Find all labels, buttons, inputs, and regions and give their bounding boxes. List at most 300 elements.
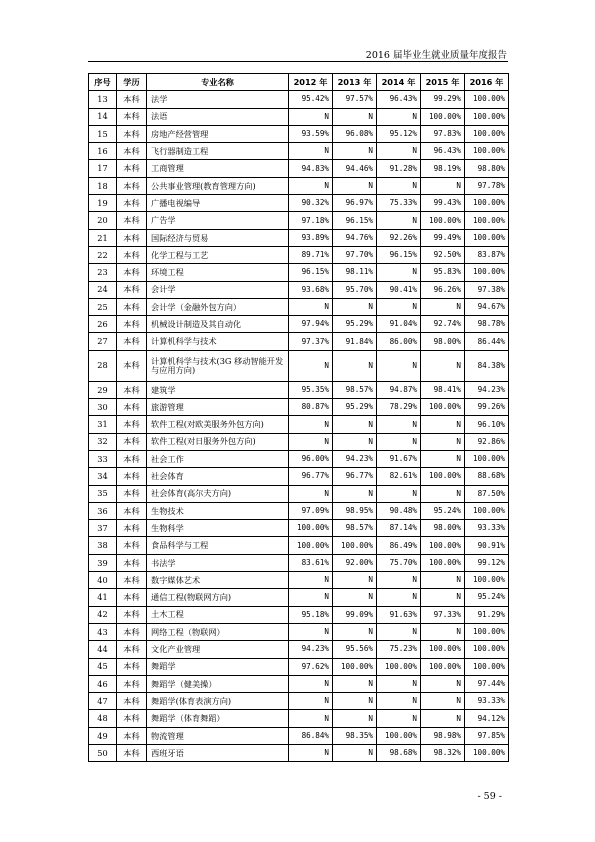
rate-2013-cell: N xyxy=(333,177,377,194)
degree-cell: 本科 xyxy=(117,727,147,744)
rate-2014-cell: 95.12% xyxy=(377,125,421,142)
major-name-cell: 生物科学 xyxy=(147,520,289,537)
major-name-cell: 会计学（金融外包方向） xyxy=(147,298,289,315)
rate-2016-cell: 97.78% xyxy=(465,177,509,194)
rate-2012-cell: N xyxy=(289,572,333,589)
rate-2013-cell: 100.00% xyxy=(333,658,377,675)
rate-2012-cell: 97.37% xyxy=(289,333,333,350)
rate-2014-cell: N xyxy=(377,350,421,381)
major-name-cell: 环境工程 xyxy=(147,264,289,281)
major-name-cell: 舞蹈学(体育表演方向) xyxy=(147,693,289,710)
major-name-cell: 软件工程(对日服务外包方向) xyxy=(147,433,289,450)
row-index-cell: 42 xyxy=(89,606,117,623)
rate-2014-cell: 87.14% xyxy=(377,520,421,537)
rate-2013-cell: N xyxy=(333,675,377,692)
rate-2016-cell: 97.44% xyxy=(465,675,509,692)
rate-2015-cell: 99.43% xyxy=(421,195,465,212)
rate-2016-cell: 87.50% xyxy=(465,485,509,502)
rate-2016-cell: 100.00% xyxy=(465,623,509,640)
major-name-cell: 食品科学与工程 xyxy=(147,537,289,554)
table-row xyxy=(89,675,509,692)
rate-2014-cell: 91.28% xyxy=(377,160,421,177)
table-row xyxy=(89,212,509,229)
rate-2016-cell: 100.00% xyxy=(465,91,509,108)
rate-2014-cell: N xyxy=(377,623,421,640)
rate-2015-cell: 99.49% xyxy=(421,229,465,246)
header-rule xyxy=(88,61,508,62)
rate-2012-cell: 96.77% xyxy=(289,468,333,485)
rate-2014-cell: 90.48% xyxy=(377,502,421,519)
rate-2015-cell: 100.00% xyxy=(421,108,465,125)
rate-2012-cell: 90.32% xyxy=(289,195,333,212)
rate-2012-cell: 97.62% xyxy=(289,658,333,675)
rate-2012-cell: N xyxy=(289,710,333,727)
major-name-cell: 通信工程(物联网方向) xyxy=(147,589,289,606)
rate-2012-cell: N xyxy=(289,298,333,315)
rate-2015-cell: N xyxy=(421,693,465,710)
rate-2012-cell: N xyxy=(289,350,333,381)
rate-2012-cell: 86.84% xyxy=(289,727,333,744)
degree-cell: 本科 xyxy=(117,399,147,416)
rate-2013-cell: N xyxy=(333,589,377,606)
row-index-cell: 37 xyxy=(89,520,117,537)
table-row xyxy=(89,450,509,467)
table-row xyxy=(89,195,509,212)
row-index-cell: 16 xyxy=(89,143,117,160)
rate-2016-cell: 93.33% xyxy=(465,693,509,710)
rate-2014-cell: 91.63% xyxy=(377,606,421,623)
degree-cell: 本科 xyxy=(117,450,147,467)
rate-2016-cell: 100.00% xyxy=(465,744,509,761)
major-name-cell: 房地产经营管理 xyxy=(147,125,289,142)
row-index-cell: 26 xyxy=(89,316,117,333)
degree-cell: 本科 xyxy=(117,350,147,381)
rate-2013-cell: 96.97% xyxy=(333,195,377,212)
row-index-cell: 50 xyxy=(89,744,117,761)
rate-2013-cell: 98.35% xyxy=(333,727,377,744)
row-index-cell: 32 xyxy=(89,433,117,450)
row-index-cell: 44 xyxy=(89,641,117,658)
rate-2013-cell: 97.70% xyxy=(333,246,377,263)
degree-cell: 本科 xyxy=(117,554,147,571)
page-number: - 59 - xyxy=(477,791,502,802)
rate-2012-cell: N xyxy=(289,623,333,640)
degree-cell: 本科 xyxy=(117,623,147,640)
table-row xyxy=(89,298,509,315)
degree-cell: 本科 xyxy=(117,520,147,537)
row-index-cell: 24 xyxy=(89,281,117,298)
rate-2016-cell: 94.67% xyxy=(465,298,509,315)
degree-cell: 本科 xyxy=(117,298,147,315)
table-row xyxy=(89,606,509,623)
rate-2012-cell: 93.89% xyxy=(289,229,333,246)
table-row xyxy=(89,433,509,450)
column-header: 2013 年 xyxy=(333,74,377,91)
degree-cell: 本科 xyxy=(117,160,147,177)
rate-2014-cell: 91.04% xyxy=(377,316,421,333)
major-name-cell: 计算机科学与技术 xyxy=(147,333,289,350)
major-name-cell: 广告学 xyxy=(147,212,289,229)
rate-2016-cell: 99.12% xyxy=(465,554,509,571)
table-row xyxy=(89,727,509,744)
column-header: 2015 年 xyxy=(421,74,465,91)
rate-2012-cell: 97.94% xyxy=(289,316,333,333)
column-header: 2012 年 xyxy=(289,74,333,91)
rate-2014-cell: 96.43% xyxy=(377,91,421,108)
table-row xyxy=(89,589,509,606)
rate-2014-cell: 75.70% xyxy=(377,554,421,571)
rate-2014-cell: N xyxy=(377,143,421,160)
rate-2014-cell: N xyxy=(377,298,421,315)
table-row xyxy=(89,160,509,177)
rate-2012-cell: 80.87% xyxy=(289,399,333,416)
rate-2013-cell: 95.29% xyxy=(333,316,377,333)
degree-cell: 本科 xyxy=(117,108,147,125)
rate-2016-cell: 97.85% xyxy=(465,727,509,744)
degree-cell: 本科 xyxy=(117,212,147,229)
rate-2015-cell: 100.00% xyxy=(421,641,465,658)
rate-2012-cell: 94.83% xyxy=(289,160,333,177)
major-name-cell: 物流管理 xyxy=(147,727,289,744)
rate-2015-cell: 100.00% xyxy=(421,658,465,675)
degree-cell: 本科 xyxy=(117,281,147,298)
rate-2015-cell: 98.19% xyxy=(421,160,465,177)
rate-2014-cell: 90.41% xyxy=(377,281,421,298)
rate-2015-cell: 98.41% xyxy=(421,381,465,398)
rate-2012-cell: 93.68% xyxy=(289,281,333,298)
rate-2015-cell: 92.74% xyxy=(421,316,465,333)
rate-2012-cell: 97.09% xyxy=(289,502,333,519)
rate-2013-cell: N xyxy=(333,572,377,589)
rate-2013-cell: N xyxy=(333,108,377,125)
row-index-cell: 28 xyxy=(89,350,117,381)
rate-2012-cell: N xyxy=(289,416,333,433)
rate-2014-cell: N xyxy=(377,572,421,589)
table-row xyxy=(89,416,509,433)
rate-2012-cell: N xyxy=(289,433,333,450)
rate-2016-cell: 90.91% xyxy=(465,537,509,554)
rate-2015-cell: N xyxy=(421,177,465,194)
row-index-cell: 17 xyxy=(89,160,117,177)
column-header: 2014 年 xyxy=(377,74,421,91)
table-row xyxy=(89,658,509,675)
rate-2013-cell: 92.00% xyxy=(333,554,377,571)
rate-2015-cell: N xyxy=(421,350,465,381)
degree-cell: 本科 xyxy=(117,744,147,761)
rate-2016-cell: 98.80% xyxy=(465,160,509,177)
column-header: 专业名称 xyxy=(147,74,289,91)
rate-2014-cell: 91.67% xyxy=(377,450,421,467)
major-name-cell: 舞蹈学（体育舞蹈） xyxy=(147,710,289,727)
rate-2014-cell: 75.33% xyxy=(377,195,421,212)
row-index-cell: 34 xyxy=(89,468,117,485)
rate-2012-cell: 97.18% xyxy=(289,212,333,229)
rate-2014-cell: N xyxy=(377,485,421,502)
rate-2014-cell: N xyxy=(377,108,421,125)
rate-2014-cell: 100.00% xyxy=(377,727,421,744)
rate-2013-cell: 98.57% xyxy=(333,520,377,537)
major-name-cell: 计算机科学与技术(3G 移动智能开发与应用方向) xyxy=(147,350,289,381)
rate-2016-cell: 100.00% xyxy=(465,125,509,142)
table-row xyxy=(89,554,509,571)
rate-2015-cell: N xyxy=(421,675,465,692)
major-name-cell: 机械设计制造及其自动化 xyxy=(147,316,289,333)
rate-2015-cell: 100.00% xyxy=(421,399,465,416)
rate-2016-cell: 92.86% xyxy=(465,433,509,450)
rate-2016-cell: 91.29% xyxy=(465,606,509,623)
rate-2012-cell: N xyxy=(289,108,333,125)
major-name-cell: 数字媒体艺术 xyxy=(147,572,289,589)
rate-2015-cell: 100.00% xyxy=(421,212,465,229)
degree-cell: 本科 xyxy=(117,468,147,485)
row-index-cell: 15 xyxy=(89,125,117,142)
degree-cell: 本科 xyxy=(117,606,147,623)
rate-2015-cell: N xyxy=(421,623,465,640)
rate-2015-cell: 98.98% xyxy=(421,727,465,744)
rate-2013-cell: 94.23% xyxy=(333,450,377,467)
rate-2014-cell: N xyxy=(377,710,421,727)
rate-2014-cell: 86.49% xyxy=(377,537,421,554)
rate-2014-cell: N xyxy=(377,675,421,692)
rate-2013-cell: N xyxy=(333,485,377,502)
degree-cell: 本科 xyxy=(117,143,147,160)
row-index-cell: 31 xyxy=(89,416,117,433)
row-index-cell: 23 xyxy=(89,264,117,281)
table-row xyxy=(89,502,509,519)
rate-2016-cell: 100.00% xyxy=(465,658,509,675)
rate-2016-cell: 100.00% xyxy=(465,229,509,246)
degree-cell: 本科 xyxy=(117,675,147,692)
rate-2012-cell: 89.71% xyxy=(289,246,333,263)
rate-2012-cell: N xyxy=(289,485,333,502)
table-body xyxy=(89,91,509,762)
degree-cell: 本科 xyxy=(117,91,147,108)
table-row xyxy=(89,333,509,350)
row-index-cell: 18 xyxy=(89,177,117,194)
degree-cell: 本科 xyxy=(117,177,147,194)
rate-2014-cell: N xyxy=(377,589,421,606)
rate-2013-cell: 95.70% xyxy=(333,281,377,298)
rate-2012-cell: N xyxy=(289,675,333,692)
rate-2015-cell: N xyxy=(421,298,465,315)
degree-cell: 本科 xyxy=(117,229,147,246)
rate-2015-cell: N xyxy=(421,416,465,433)
row-index-cell: 29 xyxy=(89,381,117,398)
rate-2014-cell: 78.29% xyxy=(377,399,421,416)
rate-2013-cell: 91.84% xyxy=(333,333,377,350)
rate-2016-cell: 94.23% xyxy=(465,381,509,398)
rate-2016-cell: 100.00% xyxy=(465,502,509,519)
rate-2013-cell: 96.08% xyxy=(333,125,377,142)
rate-2012-cell: N xyxy=(289,693,333,710)
table-row xyxy=(89,399,509,416)
major-name-cell: 社会体育 xyxy=(147,468,289,485)
major-name-cell: 书法学 xyxy=(147,554,289,571)
row-index-cell: 20 xyxy=(89,212,117,229)
rate-2016-cell: 99.26% xyxy=(465,399,509,416)
table-row xyxy=(89,520,509,537)
rate-2012-cell: 100.00% xyxy=(289,520,333,537)
rate-2012-cell: N xyxy=(289,589,333,606)
table-row xyxy=(89,229,509,246)
rate-2013-cell: 95.56% xyxy=(333,641,377,658)
rate-2014-cell: N xyxy=(377,212,421,229)
rate-2015-cell: N xyxy=(421,450,465,467)
major-name-cell: 广播电视编导 xyxy=(147,195,289,212)
rate-2012-cell: 94.23% xyxy=(289,641,333,658)
rate-2014-cell: N xyxy=(377,416,421,433)
rate-2015-cell: 95.83% xyxy=(421,264,465,281)
rate-2014-cell: 94.87% xyxy=(377,381,421,398)
table-row xyxy=(89,641,509,658)
major-name-cell: 法语 xyxy=(147,108,289,125)
major-name-cell: 国际经济与贸易 xyxy=(147,229,289,246)
table-row xyxy=(89,108,509,125)
rate-2015-cell: 92.50% xyxy=(421,246,465,263)
major-name-cell: 法学 xyxy=(147,91,289,108)
rate-2015-cell: 97.83% xyxy=(421,125,465,142)
table-row xyxy=(89,264,509,281)
rate-2012-cell: N xyxy=(289,177,333,194)
rate-2016-cell: 100.00% xyxy=(465,195,509,212)
column-header: 序号 xyxy=(89,74,117,91)
rate-2015-cell: 96.26% xyxy=(421,281,465,298)
rate-2014-cell: N xyxy=(377,177,421,194)
degree-cell: 本科 xyxy=(117,485,147,502)
row-index-cell: 19 xyxy=(89,195,117,212)
table-row xyxy=(89,143,509,160)
row-index-cell: 21 xyxy=(89,229,117,246)
rate-2015-cell: N xyxy=(421,710,465,727)
row-index-cell: 13 xyxy=(89,91,117,108)
row-index-cell: 49 xyxy=(89,727,117,744)
rate-2016-cell: 83.87% xyxy=(465,246,509,263)
table-row xyxy=(89,485,509,502)
degree-cell: 本科 xyxy=(117,381,147,398)
major-name-cell: 西班牙语 xyxy=(147,744,289,761)
rate-2016-cell: 100.00% xyxy=(465,572,509,589)
major-name-cell: 社会工作 xyxy=(147,450,289,467)
column-header: 学历 xyxy=(117,74,147,91)
major-name-cell: 旅游管理 xyxy=(147,399,289,416)
major-name-cell: 会计学 xyxy=(147,281,289,298)
degree-cell: 本科 xyxy=(117,641,147,658)
rate-2012-cell: 95.18% xyxy=(289,606,333,623)
degree-cell: 本科 xyxy=(117,416,147,433)
rate-2014-cell: 96.15% xyxy=(377,246,421,263)
degree-cell: 本科 xyxy=(117,589,147,606)
degree-cell: 本科 xyxy=(117,246,147,263)
table-row xyxy=(89,744,509,761)
rate-2013-cell: N xyxy=(333,693,377,710)
degree-cell: 本科 xyxy=(117,537,147,554)
row-index-cell: 46 xyxy=(89,675,117,692)
major-name-cell: 舞蹈学（健美操） xyxy=(147,675,289,692)
rate-2013-cell: N xyxy=(333,416,377,433)
major-name-cell: 生物技术 xyxy=(147,502,289,519)
rate-2012-cell: 96.15% xyxy=(289,264,333,281)
rate-2014-cell: N xyxy=(377,433,421,450)
degree-cell: 本科 xyxy=(117,693,147,710)
rate-2012-cell: N xyxy=(289,744,333,761)
row-index-cell: 35 xyxy=(89,485,117,502)
major-name-cell: 飞行器制造工程 xyxy=(147,143,289,160)
row-index-cell: 22 xyxy=(89,246,117,263)
rate-2013-cell: N xyxy=(333,433,377,450)
rate-2012-cell: 95.42% xyxy=(289,91,333,108)
rate-2013-cell: 98.11% xyxy=(333,264,377,281)
rate-2015-cell: N xyxy=(421,485,465,502)
major-name-cell: 网络工程（物联网） xyxy=(147,623,289,640)
rate-2014-cell: 100.00% xyxy=(377,658,421,675)
rate-2015-cell: 98.00% xyxy=(421,520,465,537)
row-index-cell: 47 xyxy=(89,693,117,710)
row-index-cell: 45 xyxy=(89,658,117,675)
degree-cell: 本科 xyxy=(117,572,147,589)
rate-2016-cell: 100.00% xyxy=(465,264,509,281)
rate-2016-cell: 94.12% xyxy=(465,710,509,727)
table-row xyxy=(89,281,509,298)
row-index-cell: 41 xyxy=(89,589,117,606)
major-name-cell: 土木工程 xyxy=(147,606,289,623)
rate-2013-cell: N xyxy=(333,710,377,727)
rate-2015-cell: N xyxy=(421,433,465,450)
table-row xyxy=(89,693,509,710)
rate-2014-cell: N xyxy=(377,264,421,281)
rate-2016-cell: 84.38% xyxy=(465,350,509,381)
rate-2014-cell: 86.00% xyxy=(377,333,421,350)
table-row xyxy=(89,125,509,142)
degree-cell: 本科 xyxy=(117,333,147,350)
row-index-cell: 48 xyxy=(89,710,117,727)
major-name-cell: 公共事业管理(教育管理方向) xyxy=(147,177,289,194)
row-index-cell: 30 xyxy=(89,399,117,416)
rate-2016-cell: 100.00% xyxy=(465,212,509,229)
rate-2013-cell: 96.77% xyxy=(333,468,377,485)
rate-2015-cell: 98.00% xyxy=(421,333,465,350)
degree-cell: 本科 xyxy=(117,502,147,519)
rate-2015-cell: N xyxy=(421,589,465,606)
table-row xyxy=(89,468,509,485)
rate-2016-cell: 100.00% xyxy=(465,108,509,125)
major-name-cell: 工商管理 xyxy=(147,160,289,177)
degree-cell: 本科 xyxy=(117,125,147,142)
rate-2012-cell: 95.35% xyxy=(289,381,333,398)
table-header-row xyxy=(89,74,509,91)
rate-2015-cell: 100.00% xyxy=(421,554,465,571)
rate-2014-cell: 75.23% xyxy=(377,641,421,658)
rate-2016-cell: 98.78% xyxy=(465,316,509,333)
rate-2014-cell: 98.68% xyxy=(377,744,421,761)
table-row xyxy=(89,537,509,554)
rate-2013-cell: N xyxy=(333,744,377,761)
rate-2016-cell: 86.44% xyxy=(465,333,509,350)
rate-2013-cell: 94.76% xyxy=(333,229,377,246)
rate-2014-cell: 92.26% xyxy=(377,229,421,246)
table-row xyxy=(89,350,509,381)
rate-2013-cell: 100.00% xyxy=(333,537,377,554)
table-row xyxy=(89,623,509,640)
rate-2015-cell: 100.00% xyxy=(421,468,465,485)
rate-2016-cell: 97.38% xyxy=(465,281,509,298)
rate-2012-cell: 83.61% xyxy=(289,554,333,571)
row-index-cell: 43 xyxy=(89,623,117,640)
rate-2012-cell: 100.00% xyxy=(289,537,333,554)
rate-2013-cell: N xyxy=(333,350,377,381)
rate-2015-cell: 97.33% xyxy=(421,606,465,623)
rate-2015-cell: N xyxy=(421,572,465,589)
major-name-cell: 舞蹈学 xyxy=(147,658,289,675)
